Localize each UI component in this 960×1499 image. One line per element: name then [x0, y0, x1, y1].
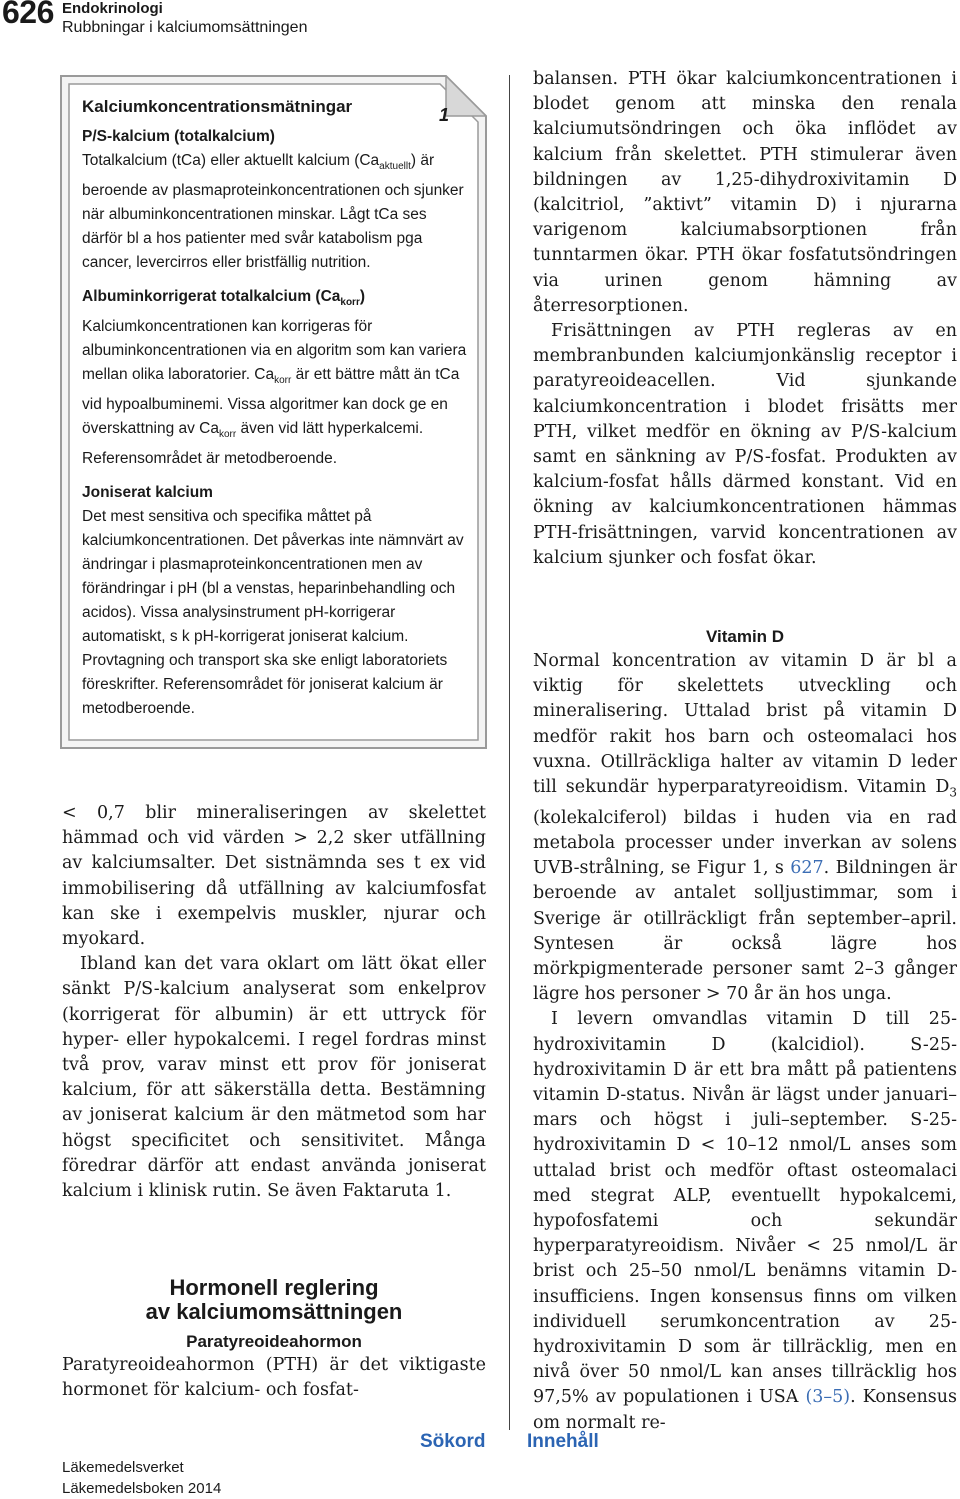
left-column-text	[62, 801, 486, 1204]
subheading-pth: Paratyreoideahormon	[186, 1332, 362, 1351]
fact-box-number: 1	[438, 105, 449, 125]
figure-page-link[interactable]: 627	[790, 858, 824, 879]
fact-box-content	[82, 95, 468, 731]
section-title: Endokrinologi	[62, 0, 163, 17]
paragraph-hyper-hypo: Ibland kan det vara oklart om lätt ökat eller sänkt P/S-kalcium analyserat som enkelprov (korrigerat för albumin) är ett uttryck för hyper- eller hypokalcemi. I regel fordras minst två prov, varav minst ett prov för joniserat kalcium, för att säkerställa detta. Bestämning av joniserat kalcium är den mätmetod som har högst specificitet och sensitivitet. Många föredrar därför att endast använda joniserat kalcium i klinisk rutin. Se även Faktaruta 1.	[62, 954, 486, 1202]
heading-hormonal-regulation: Hormonell reglering av kalciumomsättningen	[145, 1275, 403, 1324]
fact-paragraph-ionized-calcium: Det mest sensitiva och specifika måttet på kalciumkoncentrationen. Det påverkas inte nämnvärt av ändringar i plasmaproteinkoncentrationen men av förändringar i pH (bl a venstas, heparinbehandling och acidos). Vissa analysinstrument pH-korrigerar automatiskt, s k pH-korrigerat joniserat kalcium. Provtagning och transport ska ske enligt laboratoriets föreskrifter. Referensområdet för joniserat kalcium är metodberoende.	[82, 508, 464, 718]
fact-paragraph-total-calcium: Totalkalcium (tCa) eller aktuellt kalcium $(Ca_{aktuellt})$ är beroende av plasmaproteinkoncentrationen och sjunker när albuminkoncentrationen minskar. Lågt tCa ses därför bl a hos patienter med svår katabolism pga cancer, levercirros eller bristfällig nutrition.	[82, 152, 464, 272]
paragraph-25-hydroxy: I levern omvandlas vitamin D till 25-hydroxivitamin D (kalcidiol). S-25-hydroxivitamin D är ett bra mått på patientens vitamin D-status. Nivån är lägst under januari–mars och högst i juli–september. S-25-hydroxivitamin D < 10–12 nmol/L anses som uttalad brist och medför oftast osteomalaci med stegrat ALP, eventuellt hypokalcemi, hypofosfatemi och sekundär hyperparatyreoidism. Nivåer < 25 nmol/L är brist och 25–50 nmol/L benämns vitamin D-insufficiens. Ingen konsensus finns om vilken individuell serumkoncentration av 25-hydroxivitamin D som är tillräcklig, men en nivå över 50 nmol/L kan anses tillräcklig hos 97,5% av populationen i USA (3–5). Konsensus om normalt re-	[533, 1009, 957, 1433]
page-number: 626	[2, 0, 54, 30]
paragraph-pth-release: Frisättningen av PTH regleras av en membranbunden kalciumjonkänslig receptor i paratyreoideacellen. Vid sjunkande kalciumkoncentration i blodet frisätts mer PTH, vilket medför en ökning av P/S-kalcium samt en sänkning av P/S-fosfat. Produkten av kalcium-fosfat hålls därmed konstant. Vid en ökning av kalciumkoncentrationen hämmas PTH-frisättningen, varvid koncentrationen av kalcium sjunker och fosfat ökar.	[533, 321, 957, 568]
table-of-contents-link[interactable]: Innehåll	[527, 1431, 599, 1452]
fact-paragraph-albumin-corrected: Kalciumkoncentrationen kan korrigeras för albuminkoncentrationen via en algoritm som kan variera mellan olika laboratorier. $Ca_{korr}$ är ett bättre mått än tCa vid hypoalbuminemi. Vissa algoritmer kan dock ge en överskattning av $Ca_{korr}$ även vid lätt hyperkalcemi. Referensområdet är metodberoende.	[82, 318, 467, 468]
reference-link[interactable]: (3–5)	[805, 1387, 851, 1408]
footer-publisher	[62, 1457, 221, 1499]
left-column-pth-text	[62, 1353, 486, 1403]
paragraph-pth-balance: balansen. PTH ökar kalciumkoncentrationen i blodet genom att minska den renala kalciumutsöndringen och öka inflödet av kalcium från skelettet. PTH stimulerar även bildningen av 1,25-dihydroxivitamin D (kalcitriol, ”aktivt” vitamin D) i njurarna varigenom kalciumabsorptionen från tunntarmen ökar. PTH ökar fosfatutsöndringen via urinen genom hämning av återresorptionen.	[533, 69, 957, 316]
fact-heading-albumin-corrected: Albuminkorrigerat totalkalcium $(Ca_{korr})$	[82, 288, 366, 309]
search-index-link[interactable]: Sökord	[420, 1431, 486, 1452]
fact-box	[60, 75, 487, 749]
right-column-text	[533, 67, 957, 571]
paragraph-vitamin-d: Normal koncentration av vitamin D är bl a viktig för skelettets utveckling och mineralisering. Uttalad brist på vitamin D medför rakit hos barn och osteomalaci hos vuxna. Otillräckliga halter av vitamin D leder till sekundär hyperparatyreoidism. Vitamin $D_3$ (kolekalciferol) bildas i huden via en rad metabola processer under inverkan av solens UVB-strålning, se Figur 1, s 627. Bildningen är beroende av antalet solljustimmar, som i Sverige är otillräckligt från september–april. Syntesen är också lägre hos mörkpigmenterade personer samt 2–3 gånger lägre hos personer > 70 år än hos unga.	[533, 651, 958, 1005]
fact-box-title: Kalciumkoncentrationsmätningar	[82, 97, 353, 116]
fact-heading-total-calcium: P/S-kalcium (totalkalcium)	[82, 128, 275, 145]
subsection-title: Rubbningar i kalciumomsättningen	[62, 19, 308, 36]
publisher-name: Läkemedelsverket	[62, 1459, 184, 1476]
subheading-vitamin-d: Vitamin D	[705, 627, 785, 646]
paragraph-pth-intro: Paratyreoideahormon (PTH) är det viktigaste hormonet för kalcium- och fosfat-	[62, 1355, 486, 1401]
book-title: Läkemedelsboken 2014	[62, 1480, 222, 1497]
paragraph-mineralization: < 0,7 blir mineraliseringen av skelettet hämmad och vid värden > 2,2 sker utfällning av kalciumsalter. Det sistnämnda ses t ex vid immobilisering då utfällning av kalciumfosfat kan ske i exempelvis muskler, njurar och myokard.	[62, 803, 486, 950]
right-column-vitamin-d-text	[533, 649, 957, 1436]
column-divider	[509, 75, 510, 1430]
fact-heading-ionized-calcium: Joniserat kalcium	[82, 484, 213, 502]
